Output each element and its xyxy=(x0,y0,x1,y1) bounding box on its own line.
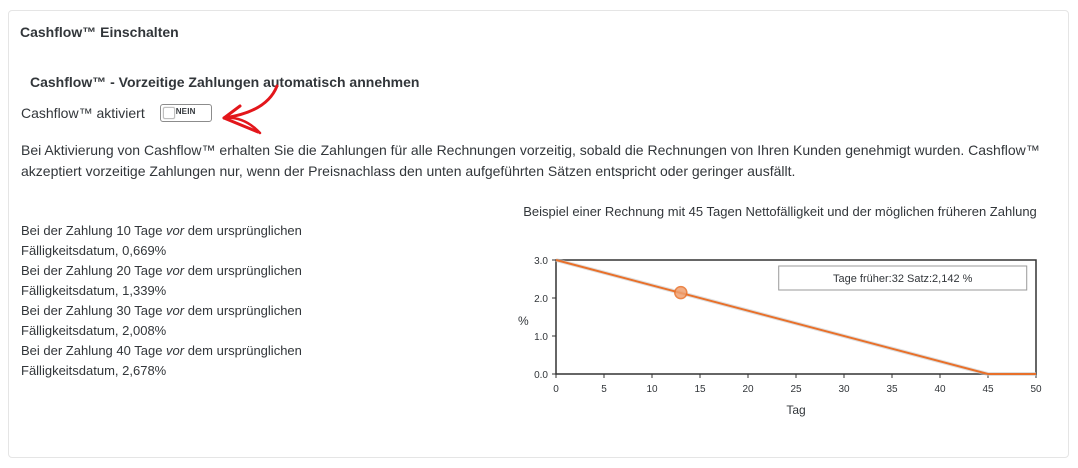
tooltip-text: Tage früher:32 Satz:2,142 % xyxy=(833,273,973,285)
x-tick-label: 50 xyxy=(1030,384,1042,395)
toggle-state-label: NEIN xyxy=(175,107,196,116)
chart-title: Beispiel einer Rechnung mit 45 Tagen Nettofälligkeit und der möglichen früheren Zahlung xyxy=(523,204,1037,219)
discount-rate-chart xyxy=(500,250,1060,425)
section-subtitle: Cashflow™ - Vorzeitige Zahlungen automatisch annehmen xyxy=(30,74,420,90)
y-tick-label: 1.0 xyxy=(534,332,548,343)
x-tick-label: 20 xyxy=(742,384,754,395)
x-tick-label: 25 xyxy=(790,384,802,395)
cashflow-toggle-switch[interactable] xyxy=(160,104,212,122)
toggle-label: Cashflow™ aktiviert xyxy=(21,105,145,121)
rate-item: Bei der Zahlung 30 Tage vor dem ursprünglichen Fälligkeitsdatum, 2,008% xyxy=(21,303,302,338)
x-tick-label: 5 xyxy=(601,384,607,395)
rate-item: Bei der Zahlung 40 Tage vor dem ursprünglichen Fälligkeitsdatum, 2,678% xyxy=(21,343,302,378)
rate-item: Bei der Zahlung 20 Tage vor dem ursprünglichen Fälligkeitsdatum, 1,339% xyxy=(21,263,302,298)
x-tick-label: 35 xyxy=(886,384,898,395)
highlight-point xyxy=(675,287,687,299)
rate-item: Bei der Zahlung 10 Tage vor dem ursprünglichen Fälligkeitsdatum, 0,669% xyxy=(21,223,302,258)
x-tick-label: 10 xyxy=(646,384,658,395)
x-tick-label: 0 xyxy=(553,384,559,395)
x-axis-label: Tag xyxy=(786,403,806,417)
cashflow-toggle-row xyxy=(21,104,212,122)
rates-list xyxy=(21,221,341,381)
y-axis-label: % xyxy=(518,314,529,328)
x-tick-label: 15 xyxy=(694,384,706,395)
x-tick-label: 30 xyxy=(838,384,850,395)
panel-title: Cashflow™ Einschalten xyxy=(20,24,179,40)
x-tick-label: 40 xyxy=(934,384,946,395)
red-arrow-annotation-icon xyxy=(210,80,280,140)
x-tick-label: 45 xyxy=(982,384,994,395)
toggle-knob xyxy=(163,107,175,119)
description-text: Bei Aktivierung von Cashflow™ erhalten Sie die Zahlungen für alle Rechnungen vorzeitig, sobald die Rechnungen von Ihren Kunden genehmigt wurden. Cashflow™ akzeptiert vorzeitige Zahlungen nur, wenn der Preisnachlass den unten aufgeführten Sätzen entspricht oder geringer ausfällt. xyxy=(21,142,1040,179)
y-tick-label: 3.0 xyxy=(534,256,548,267)
y-tick-label: 2.0 xyxy=(534,294,548,305)
y-tick-label: 0.0 xyxy=(534,370,548,381)
